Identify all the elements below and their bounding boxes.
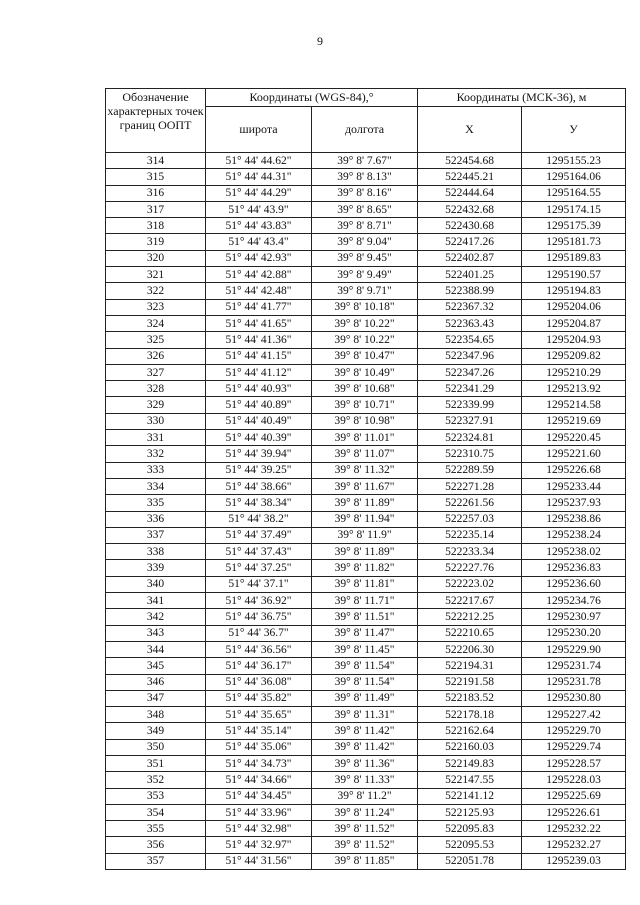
longitude-cell: 39° 8' 11.36": [312, 755, 418, 771]
latitude-cell: 51° 44' 44.29": [206, 185, 312, 201]
x-cell: 522141.12: [418, 788, 522, 804]
point-id-cell: 351: [106, 755, 206, 771]
longitude-cell: 39° 8' 11.54": [312, 658, 418, 674]
y-cell: 1295229.74: [522, 739, 626, 755]
longitude-cell: 39° 8' 11.89": [312, 495, 418, 511]
y-cell: 1295213.92: [522, 381, 626, 397]
point-id-cell: 335: [106, 495, 206, 511]
x-cell: 522147.55: [418, 772, 522, 788]
x-cell: 522210.65: [418, 625, 522, 641]
latitude-cell: 51° 44' 36.17": [206, 658, 312, 674]
latitude-cell: 51° 44' 38.66": [206, 478, 312, 494]
table-row: [106, 544, 626, 560]
longitude-cell: 39° 8' 11.07": [312, 446, 418, 462]
longitude-cell: 39° 8' 11.52": [312, 837, 418, 853]
page-number: 9: [317, 34, 323, 48]
header-row-groups: [106, 89, 626, 107]
latitude-cell: 51° 44' 38.2": [206, 511, 312, 527]
table-row: [106, 772, 626, 788]
longitude-cell: 39° 8' 8.13": [312, 169, 418, 185]
x-cell: 522430.68: [418, 218, 522, 234]
latitude-cell: 51° 44' 43.4": [206, 234, 312, 250]
table-row: [106, 788, 626, 804]
y-cell: 1295194.83: [522, 283, 626, 299]
table-row: [106, 348, 626, 364]
point-id-cell: 353: [106, 788, 206, 804]
x-cell: 522401.25: [418, 267, 522, 283]
y-cell: 1295221.60: [522, 446, 626, 462]
y-cell: 1295210.29: [522, 364, 626, 380]
table-row: [106, 690, 626, 706]
x-cell: 522417.26: [418, 234, 522, 250]
latitude-cell: 51° 44' 41.15": [206, 348, 312, 364]
latitude-cell: 51° 44' 36.92": [206, 593, 312, 609]
latitude-cell: 51° 44' 35.06": [206, 739, 312, 755]
latitude-cell: 51° 44' 31.56": [206, 853, 312, 869]
point-id-cell: 327: [106, 364, 206, 380]
longitude-cell: 39° 8' 11.33": [312, 772, 418, 788]
point-id-cell: 320: [106, 250, 206, 266]
latitude-cell: 51° 44' 41.36": [206, 332, 312, 348]
point-id-cell: 326: [106, 348, 206, 364]
longitude-cell: 39° 8' 11.81": [312, 576, 418, 592]
longitude-cell: 39° 8' 10.22": [312, 315, 418, 331]
msk-group-header: Координаты (МСК-36), м: [418, 89, 626, 107]
point-id-cell: 343: [106, 625, 206, 641]
y-cell: 1295175.39: [522, 218, 626, 234]
x-cell: 522257.03: [418, 511, 522, 527]
latitude-cell: 51° 44' 42.93": [206, 250, 312, 266]
y-header: У: [522, 107, 626, 153]
latitude-cell: 51° 44' 44.31": [206, 169, 312, 185]
table-row: [106, 397, 626, 413]
longitude-cell: 39° 8' 9.45": [312, 250, 418, 266]
point-id-cell: 323: [106, 299, 206, 315]
coordinates-table: [105, 88, 626, 870]
y-cell: 1295233.44: [522, 478, 626, 494]
x-cell: 522271.28: [418, 478, 522, 494]
y-cell: 1295232.27: [522, 837, 626, 853]
x-cell: 522125.93: [418, 804, 522, 820]
point-id-cell: 348: [106, 707, 206, 723]
table-row: [106, 283, 626, 299]
point-id-cell: 347: [106, 690, 206, 706]
y-cell: 1295228.57: [522, 755, 626, 771]
point-id-cell: 334: [106, 478, 206, 494]
table-row: [106, 674, 626, 690]
longitude-cell: 39° 8' 7.67": [312, 153, 418, 169]
y-cell: 1295204.93: [522, 332, 626, 348]
point-id-cell: 330: [106, 413, 206, 429]
y-cell: 1295231.78: [522, 674, 626, 690]
point-id-cell: 342: [106, 609, 206, 625]
y-cell: 1295230.80: [522, 690, 626, 706]
latitude-cell: 51° 44' 34.45": [206, 788, 312, 804]
y-cell: 1295226.61: [522, 804, 626, 820]
point-id-cell: 317: [106, 201, 206, 217]
x-cell: 522310.75: [418, 446, 522, 462]
point-id-cell: 331: [106, 430, 206, 446]
table-row: [106, 853, 626, 869]
table-row: [106, 739, 626, 755]
x-cell: 522341.29: [418, 381, 522, 397]
x-cell: 522347.26: [418, 364, 522, 380]
x-cell: 522095.83: [418, 821, 522, 837]
point-id-cell: 356: [106, 837, 206, 853]
y-cell: 1295164.55: [522, 185, 626, 201]
table-row: [106, 430, 626, 446]
table-row: [106, 837, 626, 853]
latitude-cell: 51° 44' 39.94": [206, 446, 312, 462]
x-cell: 522162.64: [418, 723, 522, 739]
y-cell: 1295164.06: [522, 169, 626, 185]
longitude-cell: 39° 8' 10.47": [312, 348, 418, 364]
latitude-cell: 51° 44' 38.34": [206, 495, 312, 511]
latitude-cell: 51° 44' 34.73": [206, 755, 312, 771]
longitude-cell: 39° 8' 8.71": [312, 218, 418, 234]
y-cell: 1295231.74: [522, 658, 626, 674]
longitude-cell: 39° 8' 11.2": [312, 788, 418, 804]
latitude-cell: 51° 44' 41.77": [206, 299, 312, 315]
longitude-cell: 39° 8' 11.45": [312, 641, 418, 657]
x-cell: 522347.96: [418, 348, 522, 364]
latitude-cell: 51° 44' 36.08": [206, 674, 312, 690]
longitude-cell: 39° 8' 10.49": [312, 364, 418, 380]
longitude-cell: 39° 8' 11.71": [312, 593, 418, 609]
x-cell: 522388.99: [418, 283, 522, 299]
x-cell: 522235.14: [418, 527, 522, 543]
longitude-cell: 39° 8' 9.04": [312, 234, 418, 250]
latitude-cell: 51° 44' 37.1": [206, 576, 312, 592]
y-cell: 1295238.02: [522, 544, 626, 560]
x-cell: 522363.43: [418, 315, 522, 331]
y-cell: 1295228.03: [522, 772, 626, 788]
table-row: [106, 478, 626, 494]
y-cell: 1295236.83: [522, 560, 626, 576]
y-cell: 1295229.90: [522, 641, 626, 657]
y-cell: 1295232.22: [522, 821, 626, 837]
table-row: [106, 315, 626, 331]
longitude-header: долгота: [312, 107, 418, 153]
table-row: [106, 413, 626, 429]
longitude-cell: 39° 8' 11.32": [312, 462, 418, 478]
x-cell: 522289.59: [418, 462, 522, 478]
latitude-cell: 51° 44' 40.93": [206, 381, 312, 397]
longitude-cell: 39° 8' 9.71": [312, 283, 418, 299]
latitude-cell: 51° 44' 37.49": [206, 527, 312, 543]
table-row: [106, 218, 626, 234]
x-cell: 522223.02: [418, 576, 522, 592]
point-id-cell: 339: [106, 560, 206, 576]
x-cell: 522227.76: [418, 560, 522, 576]
table-header: [106, 89, 626, 153]
table-row: [106, 169, 626, 185]
point-id-cell: 350: [106, 739, 206, 755]
point-id-cell: 329: [106, 397, 206, 413]
point-id-cell: 322: [106, 283, 206, 299]
longitude-cell: 39° 8' 11.82": [312, 560, 418, 576]
x-cell: 522212.25: [418, 609, 522, 625]
y-cell: 1295238.86: [522, 511, 626, 527]
table-row: [106, 332, 626, 348]
latitude-cell: 51° 44' 34.66": [206, 772, 312, 788]
table-row: [106, 609, 626, 625]
point-id-cell: 324: [106, 315, 206, 331]
table-row: [106, 560, 626, 576]
x-cell: 522354.65: [418, 332, 522, 348]
longitude-cell: 39° 8' 8.16": [312, 185, 418, 201]
longitude-cell: 39° 8' 10.98": [312, 413, 418, 429]
x-cell: 522367.32: [418, 299, 522, 315]
table-row: [106, 381, 626, 397]
x-cell: 522178.18: [418, 707, 522, 723]
longitude-cell: 39° 8' 11.67": [312, 478, 418, 494]
y-cell: 1295234.76: [522, 593, 626, 609]
y-cell: 1295174.15: [522, 201, 626, 217]
latitude-cell: 51° 44' 37.25": [206, 560, 312, 576]
latitude-cell: 51° 44' 40.39": [206, 430, 312, 446]
table-row: [106, 234, 626, 250]
longitude-cell: 39° 8' 11.94": [312, 511, 418, 527]
longitude-cell: 39° 8' 11.01": [312, 430, 418, 446]
latitude-cell: 51° 44' 36.7": [206, 625, 312, 641]
point-id-cell: 354: [106, 804, 206, 820]
longitude-cell: 39° 8' 11.49": [312, 690, 418, 706]
x-cell: 522217.67: [418, 593, 522, 609]
x-cell: 522339.99: [418, 397, 522, 413]
point-id-cell: 319: [106, 234, 206, 250]
x-cell: 522191.58: [418, 674, 522, 690]
latitude-cell: 51° 44' 37.43": [206, 544, 312, 560]
y-cell: 1295238.24: [522, 527, 626, 543]
table-row: [106, 267, 626, 283]
longitude-cell: 39° 8' 8.65": [312, 201, 418, 217]
x-cell: 522432.68: [418, 201, 522, 217]
latitude-cell: 51° 44' 36.56": [206, 641, 312, 657]
longitude-cell: 39° 8' 10.18": [312, 299, 418, 315]
point-id-cell: 318: [106, 218, 206, 234]
y-cell: 1295214.58: [522, 397, 626, 413]
table-row: [106, 185, 626, 201]
table-row: [106, 495, 626, 511]
latitude-cell: 51° 44' 33.96": [206, 804, 312, 820]
point-id-cell: 333: [106, 462, 206, 478]
longitude-cell: 39° 8' 11.31": [312, 707, 418, 723]
table-row: [106, 707, 626, 723]
latitude-cell: 51° 44' 44.62": [206, 153, 312, 169]
longitude-cell: 39° 8' 11.47": [312, 625, 418, 641]
x-cell: 522160.03: [418, 739, 522, 755]
table-row: [106, 576, 626, 592]
latitude-cell: 51° 44' 40.49": [206, 413, 312, 429]
latitude-cell: 51° 44' 39.25": [206, 462, 312, 478]
x-cell: 522402.87: [418, 250, 522, 266]
y-cell: 1295204.06: [522, 299, 626, 315]
point-id-cell: 349: [106, 723, 206, 739]
latitude-cell: 51° 44' 35.14": [206, 723, 312, 739]
latitude-cell: 51° 44' 42.88": [206, 267, 312, 283]
x-cell: 522206.30: [418, 641, 522, 657]
x-cell: 522051.78: [418, 853, 522, 869]
point-id-cell: 325: [106, 332, 206, 348]
x-cell: 522261.56: [418, 495, 522, 511]
x-cell: 522233.34: [418, 544, 522, 560]
y-cell: 1295155.23: [522, 153, 626, 169]
y-cell: 1295239.03: [522, 853, 626, 869]
point-id-cell: 346: [106, 674, 206, 690]
longitude-cell: 39° 8' 11.9": [312, 527, 418, 543]
point-id-cell: 357: [106, 853, 206, 869]
latitude-cell: 51° 44' 35.82": [206, 690, 312, 706]
point-id-cell: 328: [106, 381, 206, 397]
y-cell: 1295219.69: [522, 413, 626, 429]
table-row: [106, 593, 626, 609]
table-row: [106, 153, 626, 169]
longitude-cell: 39° 8' 11.42": [312, 739, 418, 755]
latitude-cell: 51° 44' 35.65": [206, 707, 312, 723]
y-cell: 1295225.69: [522, 788, 626, 804]
table-row: [106, 625, 626, 641]
table-row: [106, 641, 626, 657]
point-id-cell: 340: [106, 576, 206, 592]
point-label-header: Обозначение характерных точек границ ООПТ: [106, 89, 206, 153]
point-id-cell: 316: [106, 185, 206, 201]
longitude-cell: 39° 8' 9.49": [312, 267, 418, 283]
latitude-cell: 51° 44' 32.97": [206, 837, 312, 853]
latitude-cell: 51° 44' 41.12": [206, 364, 312, 380]
x-cell: 522445.21: [418, 169, 522, 185]
table-row: [106, 658, 626, 674]
latitude-cell: 51° 44' 36.75": [206, 609, 312, 625]
table-row: [106, 511, 626, 527]
point-id-cell: 332: [106, 446, 206, 462]
longitude-cell: 39° 8' 10.22": [312, 332, 418, 348]
latitude-cell: 51° 44' 41.65": [206, 315, 312, 331]
table-body: [106, 153, 626, 870]
table-row: [106, 723, 626, 739]
x-cell: 522444.64: [418, 185, 522, 201]
longitude-cell: 39° 8' 11.85": [312, 853, 418, 869]
y-cell: 1295190.57: [522, 267, 626, 283]
x-header: X: [418, 107, 522, 153]
y-cell: 1295209.82: [522, 348, 626, 364]
y-cell: 1295237.93: [522, 495, 626, 511]
table-row: [106, 446, 626, 462]
longitude-cell: 39° 8' 11.54": [312, 674, 418, 690]
longitude-cell: 39° 8' 10.68": [312, 381, 418, 397]
x-cell: 522454.68: [418, 153, 522, 169]
point-id-cell: 336: [106, 511, 206, 527]
y-cell: 1295189.83: [522, 250, 626, 266]
point-id-cell: 345: [106, 658, 206, 674]
latitude-cell: 51° 44' 42.48": [206, 283, 312, 299]
table-row: [106, 821, 626, 837]
latitude-cell: 51° 44' 43.83": [206, 218, 312, 234]
x-cell: 522183.52: [418, 690, 522, 706]
y-cell: 1295236.60: [522, 576, 626, 592]
table-row: [106, 299, 626, 315]
table-row: [106, 755, 626, 771]
y-cell: 1295227.42: [522, 707, 626, 723]
point-id-cell: 352: [106, 772, 206, 788]
point-id-cell: 314: [106, 153, 206, 169]
point-id-cell: 344: [106, 641, 206, 657]
latitude-cell: 51° 44' 32.98": [206, 821, 312, 837]
latitude-header: широта: [206, 107, 312, 153]
y-cell: 1295204.87: [522, 315, 626, 331]
longitude-cell: 39° 8' 11.24": [312, 804, 418, 820]
longitude-cell: 39° 8' 10.71": [312, 397, 418, 413]
y-cell: 1295230.97: [522, 609, 626, 625]
point-id-cell: 315: [106, 169, 206, 185]
point-id-cell: 338: [106, 544, 206, 560]
y-cell: 1295230.20: [522, 625, 626, 641]
table-row: [106, 804, 626, 820]
latitude-cell: 51° 44' 43.9": [206, 201, 312, 217]
y-cell: 1295229.70: [522, 723, 626, 739]
table-row: [106, 462, 626, 478]
longitude-cell: 39° 8' 11.52": [312, 821, 418, 837]
x-cell: 522095.53: [418, 837, 522, 853]
table-row: [106, 201, 626, 217]
x-cell: 522327.91: [418, 413, 522, 429]
longitude-cell: 39° 8' 11.89": [312, 544, 418, 560]
point-id-cell: 321: [106, 267, 206, 283]
point-id-cell: 341: [106, 593, 206, 609]
table-row: [106, 527, 626, 543]
point-id-cell: 337: [106, 527, 206, 543]
x-cell: 522149.83: [418, 755, 522, 771]
y-cell: 1295226.68: [522, 462, 626, 478]
latitude-cell: 51° 44' 40.89": [206, 397, 312, 413]
table-row: [106, 250, 626, 266]
longitude-cell: 39° 8' 11.42": [312, 723, 418, 739]
y-cell: 1295220.45: [522, 430, 626, 446]
wgs-group-header: Координаты (WGS-84),°: [206, 89, 418, 107]
longitude-cell: 39° 8' 11.51": [312, 609, 418, 625]
point-id-cell: 355: [106, 821, 206, 837]
x-cell: 522194.31: [418, 658, 522, 674]
y-cell: 1295181.73: [522, 234, 626, 250]
table-row: [106, 364, 626, 380]
x-cell: 522324.81: [418, 430, 522, 446]
